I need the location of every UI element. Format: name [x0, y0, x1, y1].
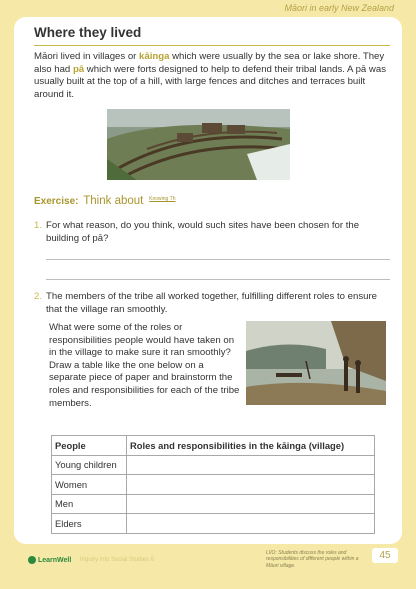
table-cell-roles [127, 475, 375, 495]
section-title: Where they lived [34, 25, 142, 40]
content-panel [14, 17, 402, 544]
answer-line-1 [46, 259, 390, 260]
table-row [52, 475, 375, 495]
intro-paragraph [34, 51, 389, 101]
title-divider [34, 45, 390, 46]
roles-table [51, 435, 375, 534]
page-number: 45 [372, 548, 398, 563]
table-cell-person: Elders [52, 514, 127, 534]
table-cell-person: Women [52, 475, 127, 495]
village-painting [246, 321, 386, 405]
learning-outcome: LI/O: Students discuss the roles and responsibilities of different people within a Māori village. [266, 550, 359, 569]
brand-name: LearnWell [38, 556, 72, 564]
intro-text-1: Māori lived in villages or [34, 51, 140, 62]
exercise-title: Think about [83, 195, 144, 207]
table-cell-roles [127, 514, 375, 534]
exercise-heading [34, 195, 175, 207]
table-header-roles: Roles and responsibilities in the kāinga (village) [127, 436, 375, 456]
question-2-subtext: What were some of the roles or responsibilities people would have taken on in the village to make sure it ran smoothly? Draw a table like the one below on a separate piece of paper and brainstorm the roles and responsibilities for each of the tribe members. [49, 322, 240, 409]
answer-line-2 [46, 279, 390, 280]
pa-illustration [107, 109, 290, 180]
question-2-text: The members of the tribe all worked together, fulfilling different roles to ensure that the village ran smoothly. [46, 291, 377, 315]
question-2-number: 2. [34, 291, 43, 302]
table-row [52, 455, 375, 475]
table-header-row [52, 436, 375, 456]
intro-text-3: which were forts designed to help to defend their tribal lands. A pā was usually built at the top of a hill, with large fences and ditches and terraces built around it. [34, 63, 386, 100]
series-title: Inquiry into Social Studies 6 [80, 557, 155, 563]
chapter-title: Māori in early New Zealand [284, 3, 394, 13]
table-row [52, 514, 375, 534]
question-1-text: For what reason, do you think, would such sites have been chosen for the building of pā? [46, 220, 360, 244]
table-cell-roles [127, 494, 375, 514]
table-row [52, 494, 375, 514]
exercise-tag: Knowing Th [149, 195, 176, 202]
table-header-people: People [52, 436, 127, 456]
table-cell-person: Men [52, 494, 127, 514]
exercise-label: Exercise: [34, 196, 79, 207]
learnwell-logo [28, 556, 71, 564]
question-1-number: 1. [34, 220, 43, 231]
intro-text-2: which were usually by the sea or lake shore. They also had [34, 51, 385, 75]
table-cell-roles [127, 455, 375, 475]
keyword-kainga: kāinga [139, 51, 170, 62]
table-cell-person: Young children [52, 455, 127, 475]
logo-icon [28, 556, 36, 564]
keyword-pa: pā [72, 63, 85, 75]
page-header [0, 0, 416, 16]
